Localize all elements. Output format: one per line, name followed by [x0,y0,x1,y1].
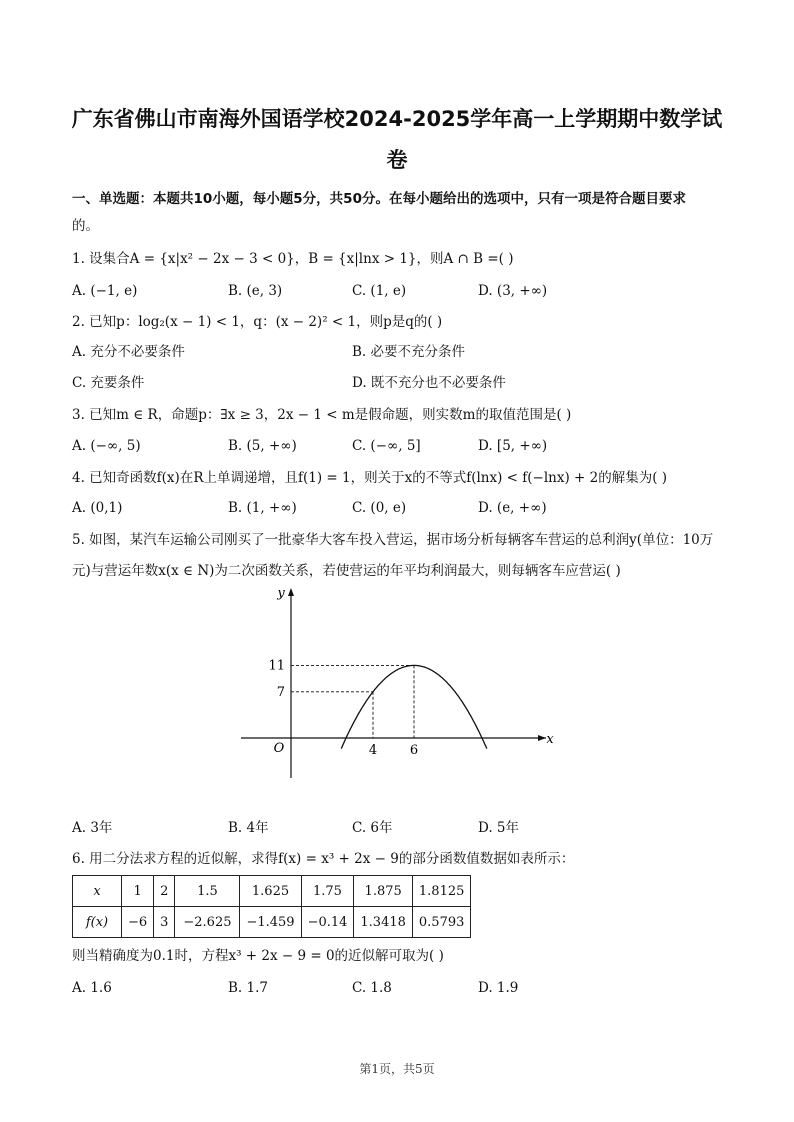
table-cell: −2.625 [175,907,240,938]
profit-parabola-chart [236,584,556,780]
y-tick-label: 7 [276,684,285,700]
section-instructions-line1: 一、单选题：本题共10小题，每小题5分，共50分。在每小题给出的选项中，只有一项是符合题目要求 [72,191,686,207]
q1-option-a: A. (−1, e) [72,283,138,299]
q4-option-c: C. (0, e) [352,500,407,516]
question-6-followup: 则当精确度为0.1时，方程x³ + 2x − 9 = 0的近似解可取为( ) [72,948,444,964]
table-cell: 1 [122,876,154,907]
table-cell: 0.5793 [412,907,471,938]
q2-option-b: B. 必要不充分条件 [352,344,466,360]
table-cell: −6 [122,907,154,938]
q1-option-c: C. (1, e) [352,283,407,299]
table-cell: 1.75 [301,876,354,907]
x-tick-label: 4 [368,743,378,758]
x-axis-label: x [546,732,554,747]
q6-option-b: B. 1.7 [228,980,268,996]
table-cell: 2 [154,876,175,907]
x-tick-label: 6 [409,743,419,758]
table-cell: 1.625 [240,876,301,907]
section-instructions-line2: 的。 [72,218,99,234]
q1-option-b: B. (e, 3) [228,283,283,299]
q2-option-a: A. 充分不必要条件 [72,344,185,360]
x-axis-arrow [538,735,546,741]
q3-option-c: C. (−∞, 5] [352,438,421,454]
table-cell: 1.5 [175,876,240,907]
table-cell: 3 [154,907,175,938]
table-header-x: x [73,876,122,907]
q6-option-d: D. 1.9 [478,980,519,996]
table-cell: 1.3418 [354,907,413,938]
q6-option-c: C. 1.8 [352,980,392,996]
question-6-stem: 6. 用二分法求方程的近似解，求得f(x) = x³ + 2x − 9的部分函数值数据如表所示： [72,851,575,867]
exam-title-line2: 卷 [386,148,408,172]
q3-option-d: D. [5, +∞) [478,438,548,454]
table-row-x [73,876,471,907]
question-5-stem-line2: 元)与营运年数x(x ∈ N)为二次函数关系，若使营运的年平均利润最大，则每辆客车应营运( ) [72,563,621,579]
q3-option-a: A. (−∞, 5) [72,438,141,454]
table-header-fx: f(x) [73,907,122,938]
q3-option-b: B. (5, +∞) [228,438,297,454]
question-1-stem: 1. 设集合A = {x|x² − 2x − 3 < 0}，B = {x|lnx > 1}，则A ∩ B =( ) [72,251,514,267]
exam-title-line1: 广东省佛山市南海外国语学校2024-2025学年高一上学期期中数学试 [71,107,723,131]
q4-option-a: A. (0,1) [72,500,123,516]
question-2-stem: 2. 已知p：log₂(x − 1) < 1，q：(x − 2)² < 1，则p是q的( ) [72,314,443,330]
q4-option-d: D. (e, +∞) [478,500,547,516]
q2-option-c: C. 充要条件 [72,375,145,391]
q5-option-b: B. 4年 [228,820,269,836]
q1-option-d: D. (3, +∞) [478,283,548,299]
q4-option-b: B. (1, +∞) [228,500,297,516]
q5-option-d: D. 5年 [478,820,520,836]
page-footer: 第1页，共5页 [359,1062,435,1076]
q5-option-a: A. 3年 [72,820,113,836]
function-values-table [72,875,471,938]
table-row-fx [73,907,471,938]
y-axis-arrow [288,588,294,596]
y-axis-label: y [277,586,285,601]
q6-option-a: A. 1.6 [72,980,112,996]
question-3-stem: 3. 已知m ∈ R，命题p：∃x ≥ 3，2x − 1 < m是假命题，则实数m的取值范围是( ) [72,407,572,423]
table-cell: −0.14 [301,907,354,938]
table-cell: −1.459 [240,907,301,938]
question-4-stem: 4. 已知奇函数f(x)在R上单调递增，且f(1) = 1，则关于x的不等式f(lnx) < f(−lnx) + 2的解集为( ) [72,470,668,486]
table-cell: 1.8125 [412,876,471,907]
y-tick-label: 11 [268,658,285,674]
q5-option-c: C. 6年 [352,820,393,836]
question-5-stem-line1: 5. 如图，某汽车运输公司刚买了一批豪华大客车投入营运，据市场分析每辆客车营运的总利润y(单位：10万 [72,532,714,548]
q2-option-d: D. 既不充分也不必要条件 [352,375,506,391]
table-cell: 1.875 [354,876,413,907]
origin-label: O [273,741,285,756]
